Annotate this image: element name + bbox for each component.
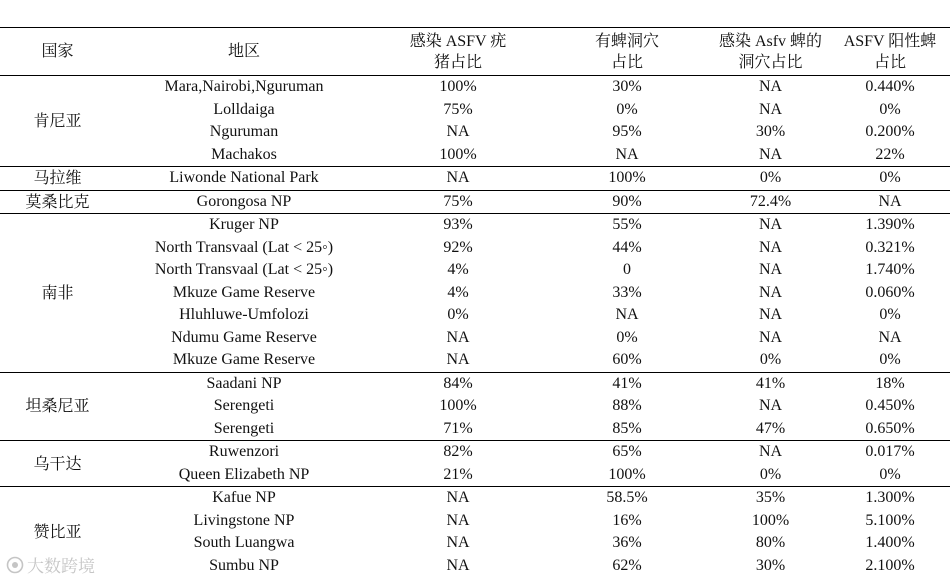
positive-ticks-cell: NA (878, 328, 902, 346)
warthog-infection-cell: 100% (439, 397, 477, 415)
infected-burrows-cell: 72.4% (749, 192, 792, 210)
country-group (0, 441, 950, 487)
asfv-data-table (0, 27, 950, 577)
table-row (0, 372, 950, 395)
burrows-with-ticks-cell: 41% (612, 374, 642, 392)
header-region (115, 28, 373, 76)
table-row (0, 441, 950, 464)
positive-ticks-cell: 0.650% (865, 419, 915, 437)
burrows-with-ticks-cell: 44% (612, 238, 642, 256)
infected-burrows-cell: 0% (759, 465, 782, 483)
positive-ticks-cell: 0.321% (865, 238, 915, 256)
warthog-infection-cell: NA (446, 489, 470, 507)
country-cell: 坦桑尼亚 (25, 396, 90, 416)
burrows-with-ticks-cell: 16% (612, 511, 642, 529)
region-cell: Gorongosa NP (196, 192, 292, 210)
table-row (0, 99, 950, 122)
table-row (0, 395, 950, 418)
header-infected-burrows-line-1: 感染 Asfv 蜱的 (718, 32, 823, 50)
table-row (0, 259, 950, 282)
infected-burrows-cell: 100% (751, 511, 790, 529)
region-cell: Hluhluwe-Umfolozi (179, 306, 309, 324)
infected-burrows-cell: NA (758, 261, 783, 279)
region-cell: North Transvaal (Lat < 25◦) (154, 261, 334, 279)
burrows-with-ticks-cell: 58.5% (606, 489, 648, 507)
infected-burrows-cell: 30% (755, 556, 786, 574)
country-cell: 赞比亚 (33, 522, 82, 541)
country-group (0, 372, 950, 441)
table-row (0, 464, 950, 487)
burrows-with-ticks-cell: 65% (612, 443, 642, 461)
warthog-infection-cell: 82% (443, 443, 473, 461)
region-cell: South Luangwa (193, 534, 295, 552)
infected-burrows-cell: 0% (759, 351, 782, 369)
warthog-infection-cell: 71% (443, 419, 473, 437)
infected-burrows-cell: 30% (755, 123, 786, 141)
header-positive-ticks (830, 28, 950, 76)
header-region-line: 地区 (227, 43, 260, 60)
region-cell: Serengeti (213, 397, 275, 415)
region-cell: Machakos (211, 145, 277, 163)
positive-ticks-cell: NA (878, 192, 902, 210)
burrows-with-ticks-cell: 90% (612, 192, 642, 210)
region-cell: Serengeti (213, 419, 275, 437)
country-cell: 乌干达 (33, 453, 82, 473)
warthog-infection-cell: NA (446, 534, 470, 552)
warthog-infection-cell: NA (446, 328, 470, 346)
warthog-infection-cell: 4% (447, 283, 469, 301)
positive-ticks-cell: 5.100% (865, 511, 915, 529)
burrows-with-ticks-cell: 95% (612, 123, 642, 141)
header-row (0, 28, 950, 76)
positive-ticks-cell: 0.440% (865, 78, 915, 96)
country-group (0, 214, 950, 373)
table-row (0, 487, 950, 510)
positive-ticks-cell: 1.740% (865, 261, 915, 279)
region-cell: Mkuze Game Reserve (172, 351, 316, 369)
country-group (0, 167, 950, 191)
infected-burrows-cell: NA (758, 216, 783, 234)
region-cell: North Transvaal (Lat < 25◦) (154, 238, 334, 256)
positive-ticks-cell: 1.400% (865, 534, 915, 552)
header-burrows-line-1: 有蜱洞穴 (594, 32, 659, 50)
region-cell: Kafue NP (212, 489, 276, 507)
burrows-with-ticks-cell: NA (615, 306, 639, 324)
warthog-infection-cell: 100% (439, 145, 477, 163)
warthog-infection-cell: 93% (443, 216, 473, 234)
region-cell: Livingstone NP (193, 511, 295, 529)
country-cell: 肯尼亚 (33, 111, 82, 130)
table-row (0, 190, 950, 214)
infected-burrows-cell: NA (758, 283, 783, 301)
table-row (0, 349, 950, 372)
country-group (0, 487, 950, 578)
infected-burrows-cell: NA (758, 397, 783, 415)
infected-burrows-cell: NA (758, 78, 783, 96)
burrows-with-ticks-cell: 30% (612, 78, 642, 96)
region-cell: Lolldaiga (213, 100, 275, 118)
positive-ticks-cell: 0.200% (865, 123, 915, 141)
warthog-infection-cell: 4% (447, 261, 469, 279)
table-header (0, 28, 950, 76)
header-burrows-with-ticks (543, 28, 711, 76)
header-burrows-line-2: 占比 (610, 53, 643, 71)
header-infected-burrows-line-2: 洞穴占比 (738, 53, 803, 71)
positive-ticks-cell: 0% (879, 351, 901, 369)
warthog-infection-cell: NA (446, 123, 470, 141)
warthog-infection-cell: 0% (447, 306, 469, 324)
region-cell: Sumbu NP (209, 556, 279, 574)
region-cell: Kruger NP (209, 216, 279, 234)
infected-burrows-cell: NA (758, 328, 783, 346)
header-warthog-infection (373, 28, 543, 76)
watermark (6, 552, 95, 577)
burrows-with-ticks-cell: 100% (608, 465, 646, 483)
country-group (0, 76, 950, 167)
warthog-infection-cell: 75% (443, 100, 473, 118)
table-row (0, 555, 950, 578)
infected-burrows-cell: NA (758, 145, 783, 163)
positive-ticks-cell: 0% (879, 465, 901, 483)
table-row (0, 76, 950, 99)
burrows-with-ticks-cell: 100% (608, 169, 646, 187)
positive-ticks-cell: 22% (875, 145, 905, 163)
country-cell: 马拉维 (33, 168, 82, 188)
burrows-with-ticks-cell: 60% (612, 351, 642, 369)
positive-ticks-cell: 1.300% (865, 489, 915, 507)
table-row (0, 532, 950, 555)
positive-ticks-cell: 0.060% (865, 283, 915, 301)
infected-burrows-cell: NA (758, 238, 783, 256)
country-group (0, 190, 950, 214)
burrows-with-ticks-cell: 55% (612, 216, 642, 234)
positive-ticks-cell: 1.390% (865, 216, 915, 234)
table-row (0, 237, 950, 260)
watermark-logo-icon (6, 556, 24, 574)
table-row (0, 121, 950, 144)
header-positive-ticks-line-2: 占比 (873, 53, 906, 71)
positive-ticks-cell: 2.100% (865, 556, 915, 574)
region-cell: Mkuze Game Reserve (172, 283, 316, 301)
burrows-with-ticks-cell: 33% (612, 283, 642, 301)
infected-burrows-cell: NA (758, 100, 783, 118)
infected-burrows-cell: 80% (755, 534, 786, 552)
warthog-infection-cell: NA (446, 169, 470, 187)
infected-burrows-cell: 35% (755, 489, 786, 507)
header-infected-burrows (711, 28, 830, 76)
table-row (0, 304, 950, 327)
burrows-with-ticks-cell: 0% (616, 328, 638, 346)
region-cell: Queen Elizabeth NP (178, 465, 310, 483)
positive-ticks-cell: 18% (875, 374, 905, 392)
burrows-with-ticks-cell: 62% (612, 556, 642, 574)
header-country-line: 国家 (41, 43, 74, 60)
warthog-infection-cell: 75% (443, 192, 473, 210)
warthog-infection-cell: 21% (443, 465, 473, 483)
warthog-infection-cell: NA (446, 351, 470, 369)
positive-ticks-cell: 0% (879, 169, 901, 187)
warthog-infection-cell: NA (446, 556, 470, 574)
header-positive-ticks-line-1: ASFV 阳性蜱 (843, 32, 937, 50)
header-warthog-line-1: 感染 ASFV 疣 (409, 32, 507, 50)
burrows-with-ticks-cell: NA (615, 145, 639, 163)
header-country (0, 28, 115, 76)
table-row (0, 214, 950, 237)
table-row (0, 282, 950, 305)
table-row (0, 144, 950, 167)
region-cell: Ruwenzori (208, 443, 280, 461)
infected-burrows-cell: 0% (759, 169, 782, 187)
warthog-infection-cell: NA (446, 511, 470, 529)
table-row (0, 418, 950, 441)
infected-burrows-cell: 41% (755, 374, 786, 392)
region-cell: Saadani NP (206, 374, 282, 392)
country-cell: 南非 (41, 282, 74, 302)
burrows-with-ticks-cell: 0 (623, 261, 631, 279)
region-cell: Liwonde National Park (169, 169, 319, 187)
positive-ticks-cell: 0% (879, 306, 901, 324)
region-cell: Mara,Nairobi,Nguruman (164, 78, 324, 96)
table-row (0, 510, 950, 533)
warthog-infection-cell: 84% (443, 374, 473, 392)
positive-ticks-cell: 0% (879, 100, 901, 118)
header-warthog-line-2: 猪占比 (433, 53, 482, 71)
warthog-infection-cell: 100% (439, 78, 477, 96)
infected-burrows-cell: NA (758, 443, 783, 461)
burrows-with-ticks-cell: 36% (612, 534, 642, 552)
warthog-infection-cell: 92% (443, 238, 473, 256)
positive-ticks-cell: 0.017% (865, 443, 915, 461)
positive-ticks-cell: 0.450% (865, 397, 915, 415)
infected-burrows-cell: 47% (755, 419, 786, 437)
burrows-with-ticks-cell: 0% (616, 100, 638, 118)
infected-burrows-cell: NA (758, 306, 783, 324)
watermark-text: 大数跨境 (27, 557, 95, 577)
burrows-with-ticks-cell: 85% (612, 419, 642, 437)
region-cell: Ndumu Game Reserve (171, 328, 317, 346)
table-row (0, 327, 950, 350)
country-cell: 莫桑比克 (25, 191, 90, 211)
region-cell: Nguruman (209, 123, 279, 141)
burrows-with-ticks-cell: 88% (612, 397, 642, 415)
table-row (0, 167, 950, 191)
